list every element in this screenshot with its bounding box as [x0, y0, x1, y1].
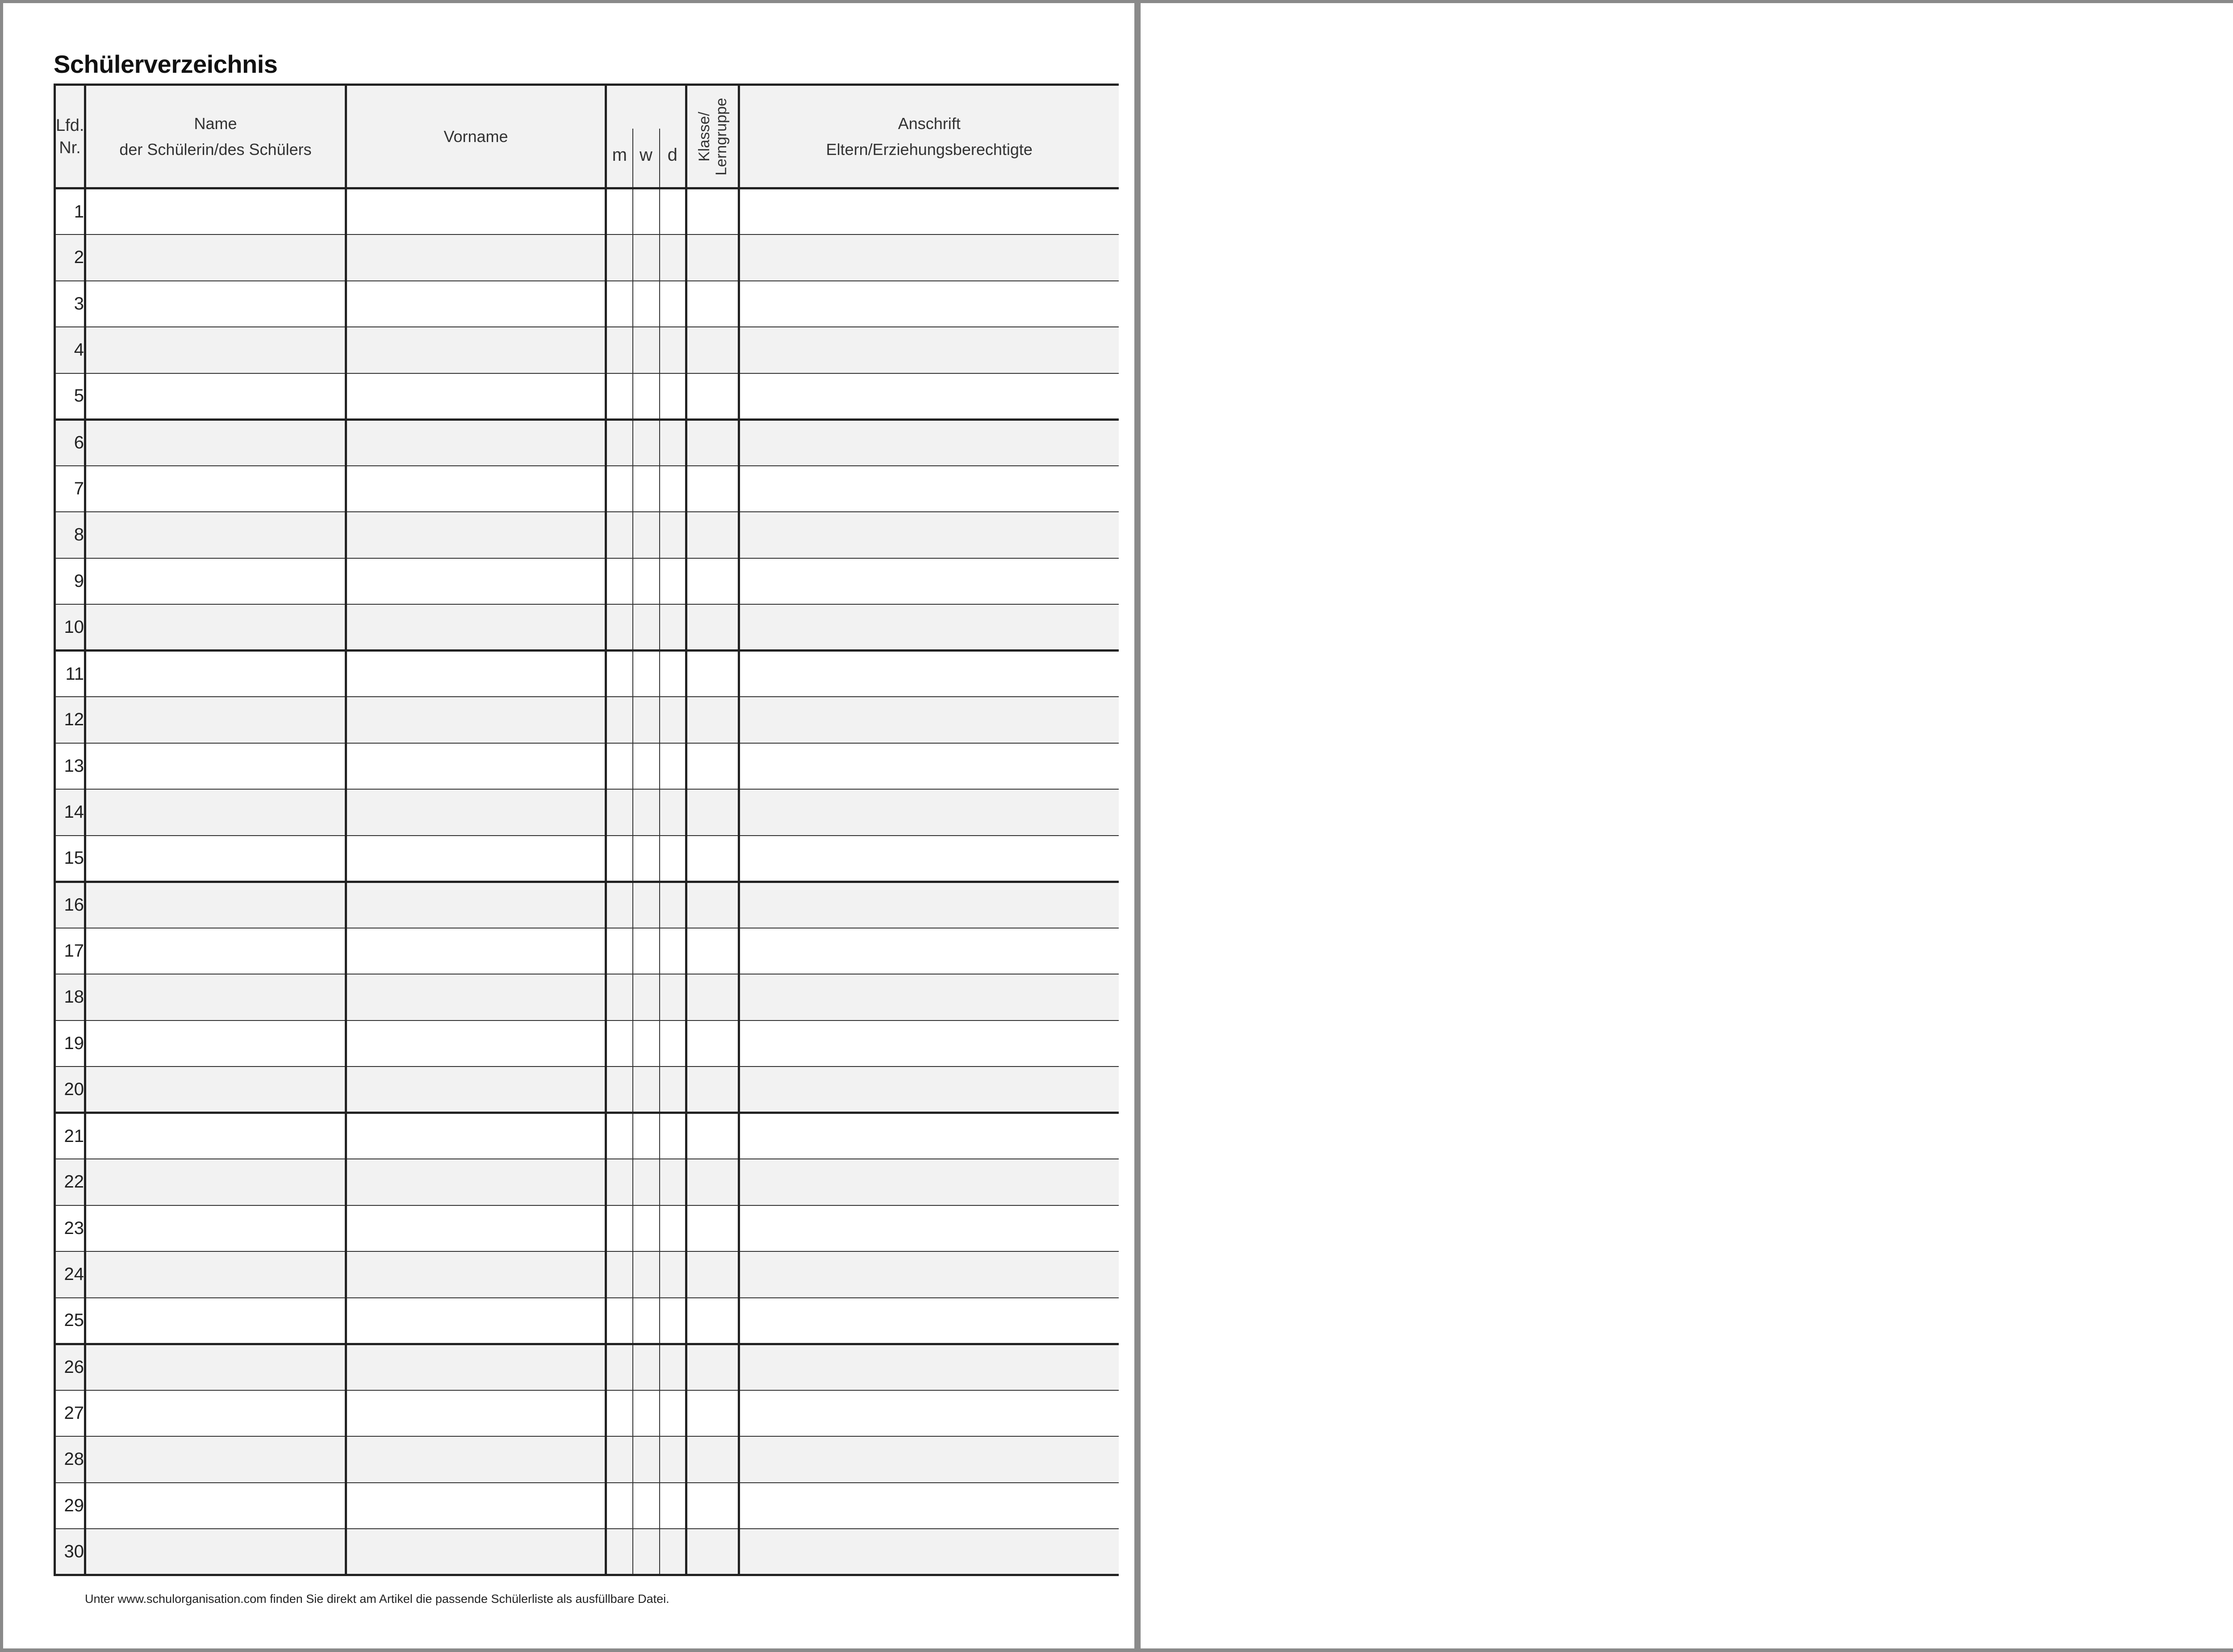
header-anschrift-line2: Eltern/Erziehungsberechtigte	[826, 140, 1033, 159]
row-number: 17	[55, 928, 85, 974]
cell-gender-w[interactable]	[633, 1113, 660, 1159]
table-row	[55, 604, 1119, 651]
cell-anschrift[interactable]	[739, 836, 1119, 882]
cell-gender-m[interactable]	[606, 1066, 633, 1113]
cell-vorname[interactable]	[346, 512, 606, 558]
row-number: 15	[55, 836, 85, 882]
cell-gender-m[interactable]	[606, 1483, 633, 1529]
cell-gender-m[interactable]	[606, 789, 633, 836]
cell-anschrift[interactable]	[739, 1344, 1119, 1390]
cell-gender-w[interactable]	[633, 1390, 660, 1437]
row-number: 24	[55, 1251, 85, 1298]
cell-klasse[interactable]	[686, 882, 739, 928]
cell-name[interactable]	[85, 512, 346, 558]
table-row	[55, 466, 1119, 512]
cell-name[interactable]	[85, 651, 346, 697]
cell-name[interactable]	[85, 928, 346, 974]
cell-name[interactable]	[85, 604, 346, 651]
cell-klasse[interactable]	[686, 1483, 739, 1529]
row-number: 30	[55, 1529, 85, 1575]
cell-gender-w[interactable]	[633, 1066, 660, 1113]
cell-vorname[interactable]	[346, 882, 606, 928]
cell-klasse[interactable]	[686, 558, 739, 605]
table-row	[55, 928, 1119, 974]
cell-gender-w[interactable]	[633, 558, 660, 605]
table-row	[55, 327, 1119, 373]
cell-name[interactable]	[85, 188, 346, 235]
row-number: 6	[55, 419, 85, 466]
cell-anschrift[interactable]	[739, 1436, 1119, 1483]
row-number: 22	[55, 1159, 85, 1205]
cell-klasse[interactable]	[686, 327, 739, 373]
cell-gender-w[interactable]	[633, 1529, 660, 1575]
cell-gender-w[interactable]	[633, 512, 660, 558]
cell-name[interactable]	[85, 1251, 346, 1298]
cell-vorname[interactable]	[346, 604, 606, 651]
cell-klasse[interactable]	[686, 1113, 739, 1159]
cell-gender-m[interactable]	[606, 1205, 633, 1252]
cell-gender-w[interactable]	[633, 974, 660, 1020]
left-table-body	[55, 188, 1119, 1575]
row-number: 16	[55, 882, 85, 928]
cell-gender-d[interactable]	[660, 1205, 686, 1252]
cell-name[interactable]	[85, 1020, 346, 1067]
cell-klasse[interactable]	[686, 512, 739, 558]
table-row	[55, 974, 1119, 1020]
cell-klasse[interactable]	[686, 836, 739, 882]
cell-gender-m[interactable]	[606, 1113, 633, 1159]
cell-anschrift[interactable]	[739, 789, 1119, 836]
cell-gender-d[interactable]	[660, 188, 686, 235]
cell-gender-w[interactable]	[633, 1298, 660, 1344]
table-row	[55, 1205, 1119, 1252]
cell-gender-w[interactable]	[633, 651, 660, 697]
cell-anschrift[interactable]	[739, 512, 1119, 558]
cell-gender-d[interactable]	[660, 466, 686, 512]
cell-vorname[interactable]	[346, 1298, 606, 1344]
table-row	[55, 1113, 1119, 1159]
header-klasse-line1: Klasse/	[695, 111, 713, 162]
cell-vorname[interactable]	[346, 743, 606, 790]
cell-klasse[interactable]	[686, 234, 739, 281]
cell-vorname[interactable]	[346, 1251, 606, 1298]
cell-gender-d[interactable]	[660, 281, 686, 327]
cell-gender-m[interactable]	[606, 419, 633, 466]
cell-gender-d[interactable]	[660, 1344, 686, 1390]
header-name-line2: der Schülerin/des Schülers	[119, 140, 312, 159]
cell-gender-m[interactable]	[606, 836, 633, 882]
row-number: 28	[55, 1436, 85, 1483]
table-row	[55, 1344, 1119, 1390]
row-number: 2	[55, 234, 85, 281]
row-number: 1	[55, 188, 85, 235]
cell-gender-d[interactable]	[660, 697, 686, 743]
cell-name[interactable]	[85, 1066, 346, 1113]
cell-klasse[interactable]	[686, 1020, 739, 1067]
row-number: 14	[55, 789, 85, 836]
cell-gender-d[interactable]	[660, 512, 686, 558]
row-number: 21	[55, 1113, 85, 1159]
cell-gender-d[interactable]	[660, 882, 686, 928]
row-number: 27	[55, 1390, 85, 1437]
header-lfd-nr	[55, 85, 85, 188]
cell-anschrift[interactable]	[739, 373, 1119, 420]
table-row	[55, 697, 1119, 743]
cell-name[interactable]	[85, 882, 346, 928]
header-vorname-label: Vorname	[443, 127, 508, 146]
cell-gender-d[interactable]	[660, 1066, 686, 1113]
cell-anschrift[interactable]	[739, 558, 1119, 605]
row-number: 25	[55, 1298, 85, 1344]
cell-anschrift[interactable]	[739, 1159, 1119, 1205]
cell-name[interactable]	[85, 419, 346, 466]
cell-klasse[interactable]	[686, 373, 739, 420]
cell-anschrift[interactable]	[739, 188, 1119, 235]
cell-vorname[interactable]	[346, 1483, 606, 1529]
cell-gender-w[interactable]	[633, 188, 660, 235]
cell-anschrift[interactable]	[739, 882, 1119, 928]
cell-klasse[interactable]	[686, 1390, 739, 1437]
cell-gender-w[interactable]	[633, 1251, 660, 1298]
cell-vorname[interactable]	[346, 327, 606, 373]
cell-gender-w[interactable]	[633, 789, 660, 836]
cell-gender-m[interactable]	[606, 512, 633, 558]
cell-klasse[interactable]	[686, 604, 739, 651]
table-row	[55, 1483, 1119, 1529]
row-number: 4	[55, 327, 85, 373]
row-number: 23	[55, 1205, 85, 1252]
cell-gender-m[interactable]	[606, 234, 633, 281]
cell-klasse[interactable]	[686, 1205, 739, 1252]
cell-anschrift[interactable]	[739, 1251, 1119, 1298]
cell-anschrift[interactable]	[739, 974, 1119, 1020]
cell-gender-m[interactable]	[606, 697, 633, 743]
cell-gender-m[interactable]	[606, 373, 633, 420]
page-title: Schülerverzeichnis	[54, 50, 278, 78]
cell-klasse[interactable]	[686, 466, 739, 512]
cell-gender-m[interactable]	[606, 327, 633, 373]
cell-gender-m[interactable]	[606, 1344, 633, 1390]
cell-vorname[interactable]	[346, 974, 606, 1020]
cell-gender-w[interactable]	[633, 1159, 660, 1205]
cell-gender-m[interactable]	[606, 558, 633, 605]
cell-gender-w[interactable]	[633, 882, 660, 928]
cell-vorname[interactable]	[346, 1390, 606, 1437]
row-number: 26	[55, 1344, 85, 1390]
row-number: 12	[55, 697, 85, 743]
table-row	[55, 1298, 1119, 1344]
cell-name[interactable]	[85, 974, 346, 1020]
left-page	[3, 3, 1134, 1648]
table-row	[55, 651, 1119, 697]
header-anschrift-line1: Anschrift	[898, 114, 961, 133]
cell-anschrift[interactable]	[739, 419, 1119, 466]
cell-anschrift[interactable]	[739, 1298, 1119, 1344]
cell-vorname[interactable]	[346, 836, 606, 882]
table-row	[55, 512, 1119, 558]
cell-vorname[interactable]	[346, 419, 606, 466]
header-gender-group	[606, 85, 686, 129]
cell-anschrift[interactable]	[739, 1483, 1119, 1529]
cell-vorname[interactable]	[346, 234, 606, 281]
cell-klasse[interactable]	[686, 1344, 739, 1390]
cell-vorname[interactable]	[346, 651, 606, 697]
header-vorname	[346, 85, 606, 188]
cell-klasse[interactable]	[686, 1251, 739, 1298]
row-number: 5	[55, 373, 85, 420]
cell-name[interactable]	[85, 466, 346, 512]
cell-vorname[interactable]	[346, 466, 606, 512]
cell-gender-w[interactable]	[633, 281, 660, 327]
header-anschrift	[739, 85, 1119, 188]
table-row	[55, 1436, 1119, 1483]
cell-gender-w[interactable]	[633, 1436, 660, 1483]
cell-klasse[interactable]	[686, 697, 739, 743]
row-number: 20	[55, 1066, 85, 1113]
cell-gender-d[interactable]	[660, 974, 686, 1020]
cell-gender-w[interactable]	[633, 234, 660, 281]
cell-gender-w[interactable]	[633, 327, 660, 373]
cell-anschrift[interactable]	[739, 1205, 1119, 1252]
cell-vorname[interactable]	[346, 281, 606, 327]
cell-gender-w[interactable]	[633, 1344, 660, 1390]
cell-name[interactable]	[85, 697, 346, 743]
cell-gender-w[interactable]	[633, 836, 660, 882]
cell-name[interactable]	[85, 281, 346, 327]
header-lfd-line1: Lfd.	[56, 116, 84, 135]
cell-name[interactable]	[85, 327, 346, 373]
cell-gender-w[interactable]	[633, 466, 660, 512]
cell-klasse[interactable]	[686, 1066, 739, 1113]
cell-gender-d[interactable]	[660, 1529, 686, 1575]
row-number: 7	[55, 466, 85, 512]
row-number: 3	[55, 281, 85, 327]
table-row	[55, 234, 1119, 281]
table-row	[55, 743, 1119, 790]
student-register-table	[54, 84, 1119, 1576]
cell-anschrift[interactable]	[739, 234, 1119, 281]
cell-gender-m[interactable]	[606, 1298, 633, 1344]
cell-klasse[interactable]	[686, 1436, 739, 1483]
cell-gender-m[interactable]	[606, 188, 633, 235]
cell-gender-d[interactable]	[660, 1020, 686, 1067]
table-row	[55, 281, 1119, 327]
cell-gender-d[interactable]	[660, 743, 686, 790]
cell-gender-w[interactable]	[633, 743, 660, 790]
cell-gender-m[interactable]	[606, 1390, 633, 1437]
table-row	[55, 1020, 1119, 1067]
cell-gender-m[interactable]	[606, 1529, 633, 1575]
cell-klasse[interactable]	[686, 928, 739, 974]
cell-gender-d[interactable]	[660, 234, 686, 281]
cell-name[interactable]	[85, 836, 346, 882]
cell-name[interactable]	[85, 789, 346, 836]
cell-name[interactable]	[85, 1529, 346, 1575]
cell-gender-w[interactable]	[633, 1020, 660, 1067]
row-number: 11	[55, 651, 85, 697]
cell-vorname[interactable]	[346, 1159, 606, 1205]
cell-gender-w[interactable]	[633, 1205, 660, 1252]
cell-gender-d[interactable]	[660, 1113, 686, 1159]
header-row-top	[55, 85, 1119, 129]
cell-name[interactable]	[85, 1344, 346, 1390]
cell-gender-w[interactable]	[633, 604, 660, 651]
cell-anschrift[interactable]	[739, 1066, 1119, 1113]
cell-name[interactable]	[85, 1390, 346, 1437]
table-row	[55, 882, 1119, 928]
header-klasse-line2: Lerngruppe	[712, 97, 730, 176]
cell-gender-m[interactable]	[606, 743, 633, 790]
cell-gender-m[interactable]	[606, 974, 633, 1020]
cell-gender-d[interactable]	[660, 327, 686, 373]
cell-gender-m[interactable]	[606, 651, 633, 697]
cell-vorname[interactable]	[346, 1529, 606, 1575]
cell-name[interactable]	[85, 558, 346, 605]
cell-gender-d[interactable]	[660, 928, 686, 974]
cell-gender-d[interactable]	[660, 604, 686, 651]
cell-gender-d[interactable]	[660, 1159, 686, 1205]
cell-klasse[interactable]	[686, 1529, 739, 1575]
cell-gender-w[interactable]	[633, 697, 660, 743]
cell-vorname[interactable]	[346, 558, 606, 605]
header-name	[85, 85, 346, 188]
header-gender-d: d	[660, 129, 686, 188]
cell-gender-d[interactable]	[660, 1483, 686, 1529]
table-row	[55, 1159, 1119, 1205]
cell-gender-m[interactable]	[606, 1020, 633, 1067]
table-row	[55, 373, 1119, 420]
cell-vorname[interactable]	[346, 1344, 606, 1390]
cell-name[interactable]	[85, 1205, 346, 1252]
table-row	[55, 789, 1119, 836]
cell-name[interactable]	[85, 1483, 346, 1529]
cell-klasse[interactable]	[686, 789, 739, 836]
cell-anschrift[interactable]	[739, 1020, 1119, 1067]
cell-klasse[interactable]	[686, 743, 739, 790]
row-number: 13	[55, 743, 85, 790]
cell-klasse[interactable]	[686, 281, 739, 327]
cell-gender-w[interactable]	[633, 419, 660, 466]
cell-gender-m[interactable]	[606, 928, 633, 974]
cell-vorname[interactable]	[346, 1205, 606, 1252]
cell-gender-m[interactable]	[606, 604, 633, 651]
cell-vorname[interactable]	[346, 373, 606, 420]
table-row	[55, 1390, 1119, 1437]
table-row	[55, 558, 1119, 605]
cell-gender-m[interactable]	[606, 1436, 633, 1483]
cell-klasse[interactable]	[686, 1159, 739, 1205]
table-row	[55, 188, 1119, 235]
cell-gender-m[interactable]	[606, 1159, 633, 1205]
cell-vorname[interactable]	[346, 1066, 606, 1113]
cell-gender-w[interactable]	[633, 1483, 660, 1529]
cell-anschrift[interactable]	[739, 651, 1119, 697]
cell-name[interactable]	[85, 1298, 346, 1344]
cell-name[interactable]	[85, 1113, 346, 1159]
cell-anschrift[interactable]	[739, 743, 1119, 790]
cell-gender-d[interactable]	[660, 419, 686, 466]
cell-name[interactable]	[85, 1159, 346, 1205]
header-name-line1: Name	[194, 114, 237, 133]
table-row	[55, 1066, 1119, 1113]
cell-anschrift[interactable]	[739, 928, 1119, 974]
header-gender-m: m	[606, 129, 633, 188]
cell-name[interactable]	[85, 234, 346, 281]
cell-gender-d[interactable]	[660, 1251, 686, 1298]
table-row	[55, 1251, 1119, 1298]
cell-anschrift[interactable]	[739, 466, 1119, 512]
header-klasse	[686, 85, 739, 188]
cell-anschrift[interactable]	[739, 281, 1119, 327]
cell-gender-d[interactable]	[660, 558, 686, 605]
cell-anschrift[interactable]	[739, 1529, 1119, 1575]
cell-name[interactable]	[85, 373, 346, 420]
cell-vorname[interactable]	[346, 789, 606, 836]
cell-vorname[interactable]	[346, 1436, 606, 1483]
table-row	[55, 836, 1119, 882]
cell-gender-d[interactable]	[660, 651, 686, 697]
cell-gender-m[interactable]	[606, 466, 633, 512]
cell-gender-w[interactable]	[633, 373, 660, 420]
cell-gender-m[interactable]	[606, 281, 633, 327]
row-number: 9	[55, 558, 85, 605]
row-number: 10	[55, 604, 85, 651]
cell-anschrift[interactable]	[739, 697, 1119, 743]
row-number: 19	[55, 1020, 85, 1067]
cell-klasse[interactable]	[686, 1298, 739, 1344]
cell-gender-w[interactable]	[633, 928, 660, 974]
cell-klasse[interactable]	[686, 419, 739, 466]
cell-gender-d[interactable]	[660, 789, 686, 836]
cell-gender-d[interactable]	[660, 1436, 686, 1483]
table-row	[55, 419, 1119, 466]
footnote: Unter www.schulorganisation.com finden Sie direkt am Artikel die passende Schülerliste als ausfüllbare Datei.	[85, 1592, 669, 1606]
cell-anschrift[interactable]	[739, 1113, 1119, 1159]
cell-gender-d[interactable]	[660, 836, 686, 882]
cell-klasse[interactable]	[686, 974, 739, 1020]
cell-anschrift[interactable]	[739, 327, 1119, 373]
cell-vorname[interactable]	[346, 697, 606, 743]
row-number: 29	[55, 1483, 85, 1529]
right-page	[1141, 3, 2233, 1648]
cell-gender-d[interactable]	[660, 373, 686, 420]
row-number: 18	[55, 974, 85, 1020]
cell-klasse[interactable]	[686, 188, 739, 235]
cell-name[interactable]	[85, 1436, 346, 1483]
cell-name[interactable]	[85, 743, 346, 790]
cell-gender-d[interactable]	[660, 1390, 686, 1437]
cell-gender-m[interactable]	[606, 1251, 633, 1298]
table-row	[55, 1529, 1119, 1575]
cell-anschrift[interactable]	[739, 604, 1119, 651]
row-number: 8	[55, 512, 85, 558]
cell-vorname[interactable]	[346, 1113, 606, 1159]
cell-gender-d[interactable]	[660, 1298, 686, 1344]
cell-klasse[interactable]	[686, 651, 739, 697]
cell-gender-m[interactable]	[606, 882, 633, 928]
header-gender-w: w	[633, 129, 660, 188]
header-lfd-line2: Nr.	[59, 138, 81, 157]
cell-vorname[interactable]	[346, 928, 606, 974]
cell-vorname[interactable]	[346, 1020, 606, 1067]
cell-anschrift[interactable]	[739, 1390, 1119, 1437]
cell-vorname[interactable]	[346, 188, 606, 235]
